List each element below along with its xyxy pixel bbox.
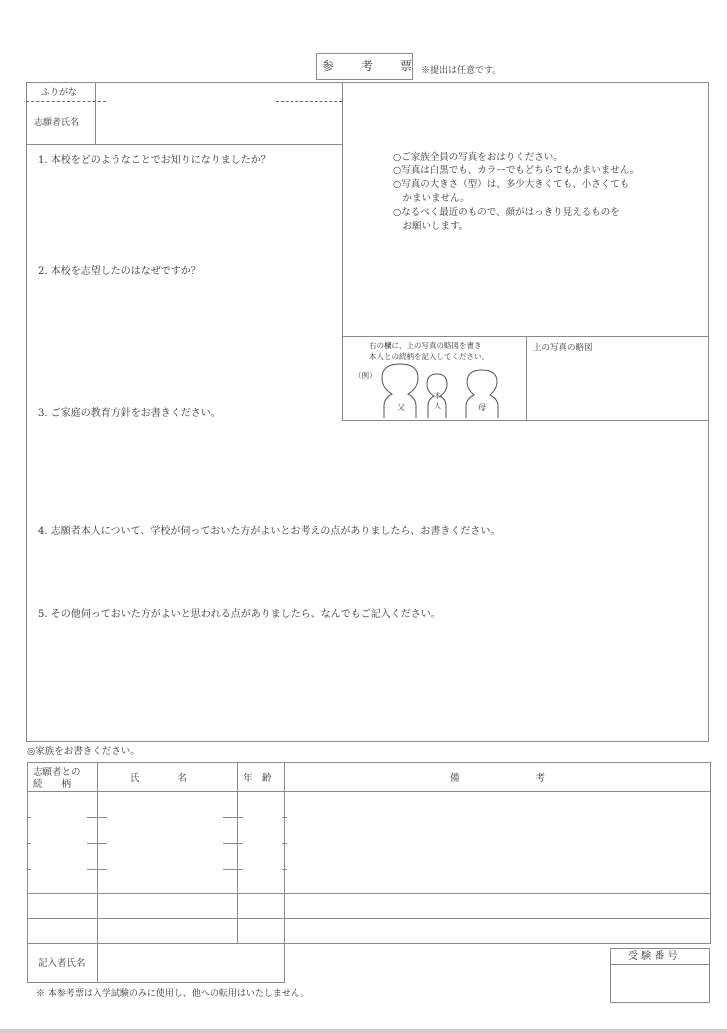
- footer-note: ※ 本参考票は入学試験のみに使用し、他への転用はいたしません。: [36, 989, 310, 999]
- form-title: 参 考 票: [322, 59, 414, 73]
- answer-2-area[interactable]: [30, 282, 340, 402]
- writer-name-label: 記入者氏名: [38, 958, 86, 969]
- applicant-name-label: 志願者氏名: [34, 118, 80, 128]
- father-label: 父: [397, 403, 405, 412]
- answer-4-area[interactable]: [30, 542, 705, 602]
- submission-note: ※提出は任意です。: [421, 66, 502, 76]
- question-3: 3. ご家庭の教育方針をお書きください。: [38, 408, 221, 419]
- photo-instruction-3b: かまいません。: [393, 193, 470, 204]
- furigana-dashed-line-left: [26, 101, 106, 102]
- furigana-input[interactable]: [97, 84, 341, 100]
- applicant-block-bottom-line: [26, 144, 343, 145]
- family-header-bottom-line: [27, 791, 711, 792]
- writer-box-bottom: [27, 982, 285, 983]
- sketch-drawing-area[interactable]: [528, 356, 707, 418]
- photo-instruction-4: ○なるべく最近のもので、顔がはっきり見えるものを: [393, 207, 620, 218]
- sketch-divider: [526, 336, 527, 420]
- self-label-line2: 人: [434, 402, 441, 410]
- photo-instruction-2: ○写真は白黒でも、カラーでもどちらでもかまいません。: [393, 165, 640, 176]
- exam-number-header-line: [610, 964, 710, 965]
- furigana-label: ふりがな: [41, 88, 78, 98]
- sketch-area-bottom-line: [342, 420, 709, 421]
- label-column-divider: [95, 82, 96, 144]
- answer-3-area[interactable]: [30, 424, 705, 519]
- col-name: 氏 名: [130, 773, 188, 784]
- col-remarks: 備 考: [450, 773, 546, 784]
- sketch-instruction-line2: 本人との続柄を記入してください。: [369, 352, 489, 361]
- sketch-instruction-line1: 右の欄に、上の写真の略図を書き: [369, 341, 482, 350]
- photo-area-divider: [342, 82, 343, 421]
- photo-instruction-3: ○写真の大きさ（型）は、多少大きくても、小さくても: [393, 179, 630, 190]
- example-label: （例）: [354, 371, 377, 380]
- answer-1-area[interactable]: [30, 170, 340, 260]
- mother-label: 母: [478, 403, 486, 412]
- exam-number-label: 受 験 番 号: [628, 951, 678, 962]
- scan-bottom-edge: [0, 1029, 727, 1033]
- exam-number-input[interactable]: [611, 966, 709, 1002]
- question-2: 2. 本校を志望したのはなぜですか？: [38, 266, 201, 277]
- col-relation-line2: 続 柄: [33, 779, 72, 790]
- sketch-area-label: 上の写真の略図: [533, 343, 593, 353]
- photo-instruction-4b: お願いします。: [393, 221, 469, 232]
- furigana-dashed-line-right: [276, 101, 342, 102]
- family-rows-input-area[interactable]: [28, 793, 710, 943]
- question-5: 5. その他伺っておいた方がよいと思われる点がありましたら、なんでもご記入ください。: [38, 609, 441, 620]
- question-1: 1. 本校をどのようなことでお知りになりましたか？: [38, 155, 271, 166]
- writer-box-right: [284, 944, 285, 982]
- col-relation-line1: 志願者との: [33, 767, 81, 778]
- col-age: 年 齢: [243, 773, 272, 784]
- writer-name-input[interactable]: [99, 946, 283, 981]
- answer-5-area[interactable]: [30, 625, 705, 737]
- question-4: 4. 志願者本人について、学校が伺っておいた方がよいとお考えの点がありましたら、お書きください。: [38, 526, 501, 537]
- self-label-line1: 本: [434, 392, 441, 400]
- photo-instruction-1: ○ご家族全員の写真をおはりください。: [393, 152, 563, 163]
- writer-box-left: [27, 944, 28, 982]
- family-heading: ◎家族をお書きください。: [27, 746, 140, 757]
- applicant-name-input[interactable]: [97, 103, 341, 143]
